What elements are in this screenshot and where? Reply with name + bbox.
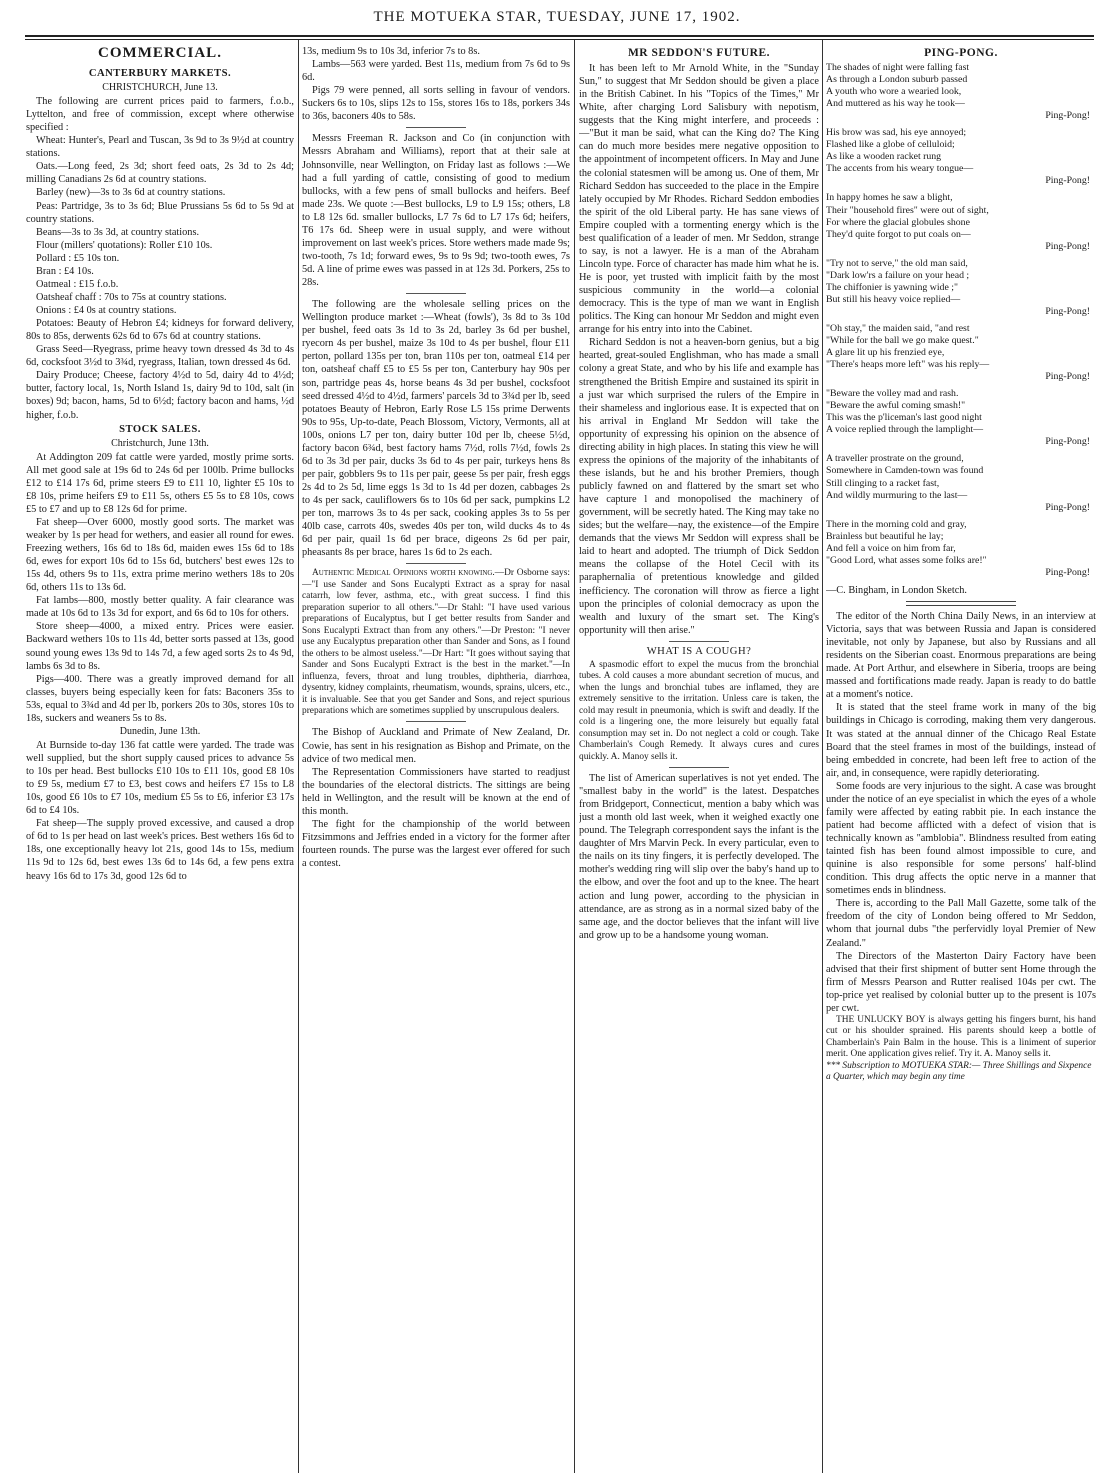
separator — [406, 563, 466, 564]
section-heading: COMMERCIAL. — [98, 45, 222, 61]
poem-line: "Oh stay," the maiden said, "and rest — [826, 322, 970, 334]
poem-stanza — [826, 519, 1096, 579]
newspaper-title: THE MOTUEKA STAR, TUESDAY, JUNE 17, 1902. — [373, 9, 741, 25]
masthead-rule — [25, 35, 1094, 37]
article-heading: WHAT IS A COUGH? — [646, 645, 752, 657]
stock-paragraph: Store sheep—4000, a mixed entry. Prices were easier. Backward wethers 10s to 11s 4d, better sorts passed at 13s, good sound young ewes 13s 9d to 14s 7d, a few aged sorts 2s to 4s 9d, lambs 6s 3d to 8s. — [26, 621, 294, 672]
market-paragraph: Oatsheaf chaff : 70s to 75s at country stations. — [36, 291, 227, 303]
poem-line: Somewhere in Camden-town was found — [826, 465, 984, 477]
poem-line: And wildly murmuring to the last— — [826, 489, 968, 501]
news-paragraph: The Representation Commissioners have started to readjust the boundaries of the electoral districts. The sittings are being held in Wellington, and the result will be known at the end of this month. — [302, 766, 570, 817]
masthead — [0, 0, 1114, 40]
poem-line: "There's heaps more left" was his reply— — [826, 359, 990, 371]
poem-line: As through a London suburb passed — [826, 74, 968, 86]
market-paragraph: The following are the wholesale selling prices on the Wellington produce market :—Wheat (fowls'), 3s 8d to 3s 10d per bushel, feed oats 3s 1d to 3s 2d, barley 3s 6d per bushel, ryecorn 4s per bushel, maize 3s 10d to 4s per bushel, flour £11 perton, pollard 135s per ton, bran 110s per ton, oatmeal £14 per ton, oatsheaf chaff £5 to £5 5s per ton, Canterbury hay 90s per son, partridge peas 4s, horse beans 4s 3d per bushel, cocksfoot seed dressed 4½d to 4½d, farmers' parcels 3d to 3¾d per lb, seed potatoes Beauty of Hebron, Early Rose L5 15s prime Derwents 90s to 95s, Up-to-date, Peach Blossom, Victory, Vermonts, all at 100s, onions L7 per ton, dairy butter 10d per lb, cheese 5½d, factory bacon 6¾d, best factory hams 7½d, rolls 7½d, fowls 2s 6d to 3s 3d per pair, ducks 3s 6d to 4s per pair, turkeys hens 8s per pair, gobblers 9s to 11s per pair, geese 5s per pair, fresh eggs 2s 4d to 2s 5d, lime eggs 1s 3d to 1s 4d per dozen, cabbages 2s to 4s per sack, cauliflowers 6s to 10s 6d per sack, pumpkins L2 per ton, marrows 3s to 4s per sack, cooking apples 3s to 5s per 40lb case, carrots 40s, swedes 40s per ton, wild ducks 4s to 4s 6d per pair, quail 1s 6d per brace, digeons 2s 6d per pair, pheasants 8s per brace, hares 1s 6d to 2s each. — [302, 299, 570, 559]
column-seddon — [579, 45, 819, 1473]
poem-refrain: Ping-Pong! — [1045, 566, 1090, 578]
poem-line: But still his heavy voice replied— — [826, 293, 961, 305]
poem-refrain: Ping-Pong! — [1045, 240, 1090, 252]
poem-refrain: Ping-Pong! — [1045, 436, 1090, 448]
poem-refrain: Ping-Pong! — [1045, 501, 1090, 513]
separator — [406, 127, 466, 128]
market-paragraph: 13s, medium 9s to 10s 3d, inferior 7s to 8s. — [302, 46, 480, 57]
poem-line: This was the p'liceman's last good night — [826, 412, 982, 424]
market-paragraph: Potatoes: Beauty of Hebron £4; kidneys for forward delivery, 80s to 85s, derwents 62s 6d to 67s 6d at country stations. — [26, 318, 294, 343]
market-paragraph: Pigs 79 were penned, all sorts selling in favour of vendors. Suckers 6s to 10s, slips 12s to 15s, stores 16s to 18s, porkers 34s to 36s, baconers 40s to 58s. — [302, 85, 570, 123]
poem-line: "While for the ball we go make quest." — [826, 334, 979, 346]
market-paragraph: Peas: Partridge, 3s to 3s 6d; Blue Prussians 5s 6d to 5s 9d at country stations. — [26, 200, 294, 225]
poem-refrain: Ping-Pong! — [1045, 305, 1090, 317]
poem-stanza — [826, 258, 1096, 318]
news-paragraph: The editor of the North China Daily News, in an interview at Victoria, says that was between Russia and Japan is considered inevitable, not only by Japanese, but also by Russians and all residents on the Siberian coast. Enormous preparations are being made. At Port Arthur, and elsewhere in Siberia, troops are being massed and fortifications made ready. Japan is ready to do battle at a moment's notice. — [826, 610, 1096, 701]
market-paragraph: Beans—3s to 3s 3d, at country stations. — [36, 226, 200, 238]
poem-refrain: Ping-Pong! — [1045, 371, 1090, 383]
subscription-notice: *** Subscription to MOTUEKA STAR:— Three Shillings and Sixpence a Quarter, which may begin any time — [826, 1060, 1092, 1083]
separator — [669, 767, 729, 768]
article-paragraph: It has been left to Mr Arnold White, in the "Sunday Sun," to suggest that Mr Seddon should be given a place in the British Cabinet. In his "Topics of the Times," Mr White, after charging Lord Salisbury with nepotism, suggests that the King might interfere, and proceeds :—"But it man be said, what can the King do? The King can do much more besides mere negative opposition to the appointment of incompetent officers. In May and June the colonial statesmen will be among us. One of them, Mr Richard Seddon has succeeded to the place in the Empire lately occupied by Mr Rhodes. Richard Seddon embodies the spirit of the old Liberal party. He has sane views of Empire coupled with a tormenting energy which is the best qualification of a leader of men. Mr Seddon, strange to say, is not a lawyer. He is a man of the Abraham Lincoln type. Force of character has made him what he is. He is poor, yet trusted with implicit faith by the most suspicious community in the world—a colonial democracy. This is the type of man we want in English politics. The King can honour Mr Seddon and might even arrange for his entry into into the Cabinet. — [579, 63, 819, 336]
dateline: Dunedin, June 13th. — [119, 725, 201, 737]
poem-line: And muttered as his way he took— — [826, 98, 965, 110]
poem-line: His brow was sad, his eye annoyed; — [826, 127, 967, 139]
market-paragraph: The following are current prices paid to farmers, f.o.b., Lyttelton, and free of commission, except where otherwise specified : — [26, 96, 294, 134]
news-paragraph: It is stated that the steel frame work in many of the big buildings in Chicago is corroding, making them very dangerous. It was stated at the annual dinner of the Chicago Real Estate Board that the steel frames in most of the buildings, instead of being embedded in concrete, had been left free to action of the air, and, in consequence, were rapidly deteriorating. — [826, 702, 1096, 779]
separator — [406, 721, 466, 722]
column-divider — [822, 40, 823, 1473]
market-paragraph: Pollard : £5 10s ton. — [36, 252, 120, 264]
column-ping-pong — [826, 45, 1096, 1473]
poem-refrain: Ping-Pong! — [1045, 175, 1090, 187]
poem-line: A voice replied through the lamplight— — [826, 424, 983, 436]
poem-line: There in the morning cold and gray, — [826, 518, 967, 530]
market-paragraph: Oatmeal : £15 f.o.b. — [36, 278, 119, 290]
poem-line: Brainless but beautiful he lay; — [826, 530, 944, 542]
market-paragraph: Oats.—Long feed, 2s 3d; short feed oats, 2s 3d to 2s 4d; milling Canadians 2s 6d at country stations. — [26, 161, 294, 186]
poem-line: The accents from his weary tongue— — [826, 163, 974, 175]
market-paragraph: Flour (millers' quotations): Roller £10 10s. — [36, 239, 213, 251]
news-paragraph: The list of American superlatives is not yet ended. The "smallest baby in the world" is the latest. Despatches from Bridgeport, Connecticut, mention a baby which was just a month old last week, when it weighed exactly one pound. The Telegraph correspondent says the infant is the daughter of Mrs Marvin Peck. In every particular, even to the nails on its tiny fingers, it is perfectly developed. The mother's wedding ring will slip over the baby's hand up to the elbow, and over the foot and up to the knee. The heart action and lung power, according to the physician in attendance, are as strong as in a normal sized baby of the same age, and the doctor believes that the infant will live and grow up to be a handsome young woman. — [579, 772, 819, 941]
market-paragraph: Lambs—563 were yarded. Best 11s, medium from 7s 6d to 9s 6d. — [302, 59, 570, 84]
market-paragraph: Grass Seed—Ryegrass, prime heavy town dressed 4s 3d to 4s 6d, cocksfoot 3½d to 3¾d, ryegrass, Italian, town dressed 4s 6d. — [26, 344, 294, 369]
poem-stanza — [826, 62, 1096, 122]
poem-line: "Try not to serve," the old man said, — [826, 257, 968, 269]
article-paragraph: Richard Seddon is not a heaven-born genius, but a big hearted, great-souled Englishman, who has made a small colony a great State, and who by his life and example has strengthened the British Empire and sustained its spirit in a just war which surprised the rulers of the Empire in their shameless and inglorious ease. It is expected that on his arrival in England Mr Seddon will take the opportunity of expressing his opinion on the absence of directing ability in high places. In stating this view he will express the opinions of the majority of the inhabitants of these islands, but he and his brother Premiers, though publicly fawned on and flattered by the smart set who have capture l and monopolised the machinery of government, will be secretly hated. The King may take no sides; but the welfare—nay, the existence—of the Empire demands that the views Mr Seddon will express shall be laid to heart and adopted. The triumph of Dick Seddon means the collapse of the Hotel Cecil with its paraphernalia of pretentious knowledge and gilded inefficiency. The coronation will throw as fierce a light upon the principles of colonial democracy as upon the wealth and luxury of the smart set. The King's opportunity will then arise." — [579, 337, 819, 636]
stock-paragraph: Fat lambs—800, mostly better quality. A fair clearance was made at 10s 6d to 13s 3d for export, and 6s 6d to 10s for others. — [26, 595, 294, 620]
separator — [906, 601, 1016, 606]
poem-line: They'd quite forgot to put coals on— — [826, 228, 971, 240]
stock-paragraph: Pigs—400. There was a greatly improved demand for all classes, buyers being especially keen for fats: Baconers 35s to 53s, equal to 3¾d and 4d per lb, porkers 20s to 30s, stores 10s to 18s, suckers and weaners 5s to 8s. — [26, 673, 294, 724]
advertisement-text: THE UNLUCKY BOY is always getting his fingers burnt, his hand cut or his shoulder sprained. His parents should keep a bottle of Chamberlain's Pain Balm in the house. This is a liniment of superior merit. One application gives relief. Try it. A. Manoy sells it. — [826, 1014, 1096, 1060]
stock-paragraph: At Burnside to-day 136 fat cattle were yarded. The trade was well supplied, but the short supply caused prices to advance 5s to 10s per head. Best bullocks £10 10s to £11 10s, good £8 10s to £9 5s, medium £7 to £3, best cows and heifers £7 15s to L8 10s, good £6 10s to £7 10s, medium £5 5s to £6, inferior £3 17s 6d to £4 10s. — [26, 739, 294, 817]
stock-paragraph: At Addington 209 fat cattle were yarded, mostly prime sorts. All met good sale at 19s 6d to 24s 6d per 100lb. Prime bullocks £12 to £14 17s 6d, prime steers £9 to £11 10, lighter £5 10s to £8 10s, prime heifers £9 to £11 5s, others £5 5s to £8 10s, cows £5 to £7 and up to £8 12s 6d for prime. — [26, 451, 294, 515]
news-paragraph: The fight for the championship of the world between Fitzsimmons and Jeffries ended in a victory for the former after fourteen rounds. The purse was the largest ever offered for such a contest. — [302, 818, 570, 870]
poem-stanza — [826, 192, 1096, 252]
poem-line: "Beware the volley mad and rash. — [826, 388, 959, 400]
separator — [406, 293, 466, 294]
poem-line: The shades of night were falling fast — [826, 62, 970, 73]
masthead-rule-thin — [25, 39, 1094, 40]
advertisement-text: A spasmodic effort to expel the mucus from the bronchial tubes. A cold causes a more abundant secretion of mucus, and when the lungs and bronchial tubes are inflamed, they are extremely sensitive to the irritation. Unless care is taken, the cold may result in pneumonia, which is swift and deadly. If the cold is a lingering one, the more leisurely but equally fatal consumption may set in. Do not neglect a cold or cough. Take Chamberlain's Cough Remedy. It always cures and cures quickly. A. Manoy sells it. — [579, 659, 819, 762]
poem-line: "Beware the awful coming smash!" — [826, 400, 966, 412]
poem-line: As like a wooden racket rung — [826, 151, 942, 163]
poem-line: Still clinging to a racket fast, — [826, 477, 940, 489]
dateline: Christchurch, June 13th. — [111, 437, 209, 449]
market-paragraph: Messrs Freeman R. Jackson and Co (in conjunction with Messrs Abraham and Williams), report that at their sale at Johnsonville, near Wellington, on Friday last as follows :—We had a full yarding of cattle, consisting of good to medium bullocks, with a few pens of small bullocks and heifers. Beef made 23s. We quote :—Best bullocks, L9 to L9 15s; others, L8 to L8 12s 6d. smaller bullocks, L7 7s 6d to L7 17s 6d; heifers, T6 17s 6d. Sheep were in usual supply, and were without improvement on last week's prices. Store wethers made made 9s; two-tooth, 7s 1d; forward ewes, 9s to 9s 9d; two-tooth ewes, 7s 5d. A line of prime ewes was passed in at 12s 3d. Porkers, 25s to 28s. — [302, 133, 570, 289]
news-paragraph: The Bishop of Auckland and Primate of New Zealand, Dr. Cowie, has sent in his resignation as Bishop and Primate, on the advice of two medical men. — [302, 727, 570, 765]
column-commercial — [26, 45, 294, 1473]
market-paragraph: Bran : £4 10s. — [36, 265, 94, 277]
advertisement — [302, 568, 570, 717]
poem-line: "Good Lord, what asses some folks are!" — [826, 554, 987, 566]
poem-stanza — [826, 453, 1096, 513]
poem-refrain: Ping-Pong! — [1045, 110, 1090, 122]
poem-line: In happy homes he saw a blight, — [826, 192, 953, 204]
article-heading: STOCK SALES. — [119, 423, 201, 435]
dateline: CHRISTCHURCH, June 13. — [102, 82, 218, 93]
poem-stanza — [826, 388, 1096, 448]
poem-line: A youth who wore a wearied look, — [826, 86, 962, 98]
market-paragraph: Barley (new)—3s to 3s 6d at country stations. — [36, 187, 226, 199]
poem-line: And fell a voice on him from far, — [826, 542, 956, 554]
poem — [826, 62, 1096, 579]
column-divider — [574, 40, 575, 1473]
column-markets-continued — [302, 45, 570, 1473]
poem-line: Flashed like a globe of celluloid; — [826, 139, 955, 151]
news-paragraph: There is, according to the Pall Mall Gazette, some talk of the freedom of the city of London being offered to Mr Seddon, whom that journal dubs "the perfervidly loyal Premier of New Zealand." — [826, 898, 1096, 949]
market-paragraph: Onions : £4 0s at country stations. — [36, 305, 177, 316]
poem-heading: PING-PONG. — [924, 47, 998, 59]
poem-line: Their "household fires" were out of sight, — [826, 204, 989, 216]
article-heading: MR SEDDON'S FUTURE. — [627, 47, 771, 59]
advertisement-heading: Authentic Medical Opinions worth knowing. — [312, 568, 495, 579]
stock-paragraph: Fat sheep—Over 6000, mostly good sorts. The market was weaker by 1s per head for wethers, and easier all round for ewes. Freezing wethers, 16s 6d to 18s 6d, maiden ewes 15s 6d to 18s 6d, ewes for export 10s 6d to 15s 6d, butchers' best ewes 12s to 15s 4d, others 9s to 11s, extra prime merino wethers 18s to 20s 6d, others 11s to 13s 6d. — [26, 516, 294, 594]
market-paragraph: Dairy Produce; Cheese, factory 4½d to 5d, dairy 4d to 4½d; butter, factory local, 1s, North Island 1s, dairy 9d to 10d, salt (in boxes) 9d; bacon, hams, 5d to 6½d; factory bacon and hams, ½d higher, f.o.b. — [26, 370, 294, 421]
market-paragraph: Wheat: Hunter's, Pearl and Tuscan, 3s 9d to 3s 9½d at country stations. — [26, 135, 294, 160]
advertisement-text: —Dr Osborne says:—"I use Sander and Sons Eucalypti Extract as a spray for nasal catarrh, low fever, asthma, etc., with great success. I find this preparation superior to all others."—Dr Stahl: "I have used various preparations of Eucalyptus, but I get better results from Sander and Sons Eucalypti Extract than from any others."—Dr Preston: "I never use any Eucalyptus preparation other than Sander and Sons, as I found the others to be almost useless."—Dr Hart: "It goes without saying that Sander and Sons Eucalypti Extract is the best in the market."—In influenza, fevers, throat and lung troubles, diphtheria, diarrhœa, dysentry, kidney complaints, rheumatism, wounds, sprains, ulcers, etc., it is invaluable. See that you get Sander and Sons, and reject spurious preparations which are sometimes supplied by unscrupulous dealers. — [302, 568, 570, 716]
article-heading: CANTERBURY MARKETS. — [88, 68, 232, 79]
news-paragraph: Some foods are very injurious to the sight. A case was brought under the notice of an eye specialist in which the eyes of a whole family were affected by eating rabbit pie. In each instance the patient had become afflicted with a defect of vision that is technically known as "amblobia". Blindness resulted from eating tainted fish has been found almost impossible to cure, and quinine is also responsible for some persons' half-blind condition. This drug affects the optic nerve in a manner that sometimes ends in blindness. — [826, 780, 1096, 897]
news-paragraph: The Directors of the Masterton Dairy Factory have been advised that their first shipment of butter sent Home through the firm of Messrs Pearson and Rutter realised 104s per cwt. The top-price yet realised by colonial butter up to the present is 107s per cwt. — [826, 950, 1096, 1014]
poem-line: For where the glacial globules shone — [826, 216, 970, 228]
poem-stanza — [826, 127, 1096, 187]
stock-paragraph: Fat sheep—The supply proved excessive, and caused a drop of 6d to 1s per head on last week's prices. Best wethers 16s 6d to 18s, one exceptionally heavy lot 21s, good 14s to 15s, medium 11s 9d to 12s 6d, best ewes 13s 6d to 14s 6d, a few pens extra heavy 16s 6d to 17s 3d, good 12s 6d to — [26, 818, 294, 882]
poem-line: "Dark low'rs a failure on your head ; — [826, 269, 970, 281]
poem-stanza — [826, 323, 1096, 383]
poem-attribution: —C. Bingham, in London Sketch. — [826, 584, 968, 596]
separator — [669, 641, 729, 642]
poem-line: A traveller prostrate on the ground, — [826, 453, 964, 465]
poem-line: The chiffonier is yawning wide ;" — [826, 281, 958, 293]
poem-line: A glare lit up his frenzied eye, — [826, 347, 945, 359]
column-divider — [298, 40, 299, 1473]
